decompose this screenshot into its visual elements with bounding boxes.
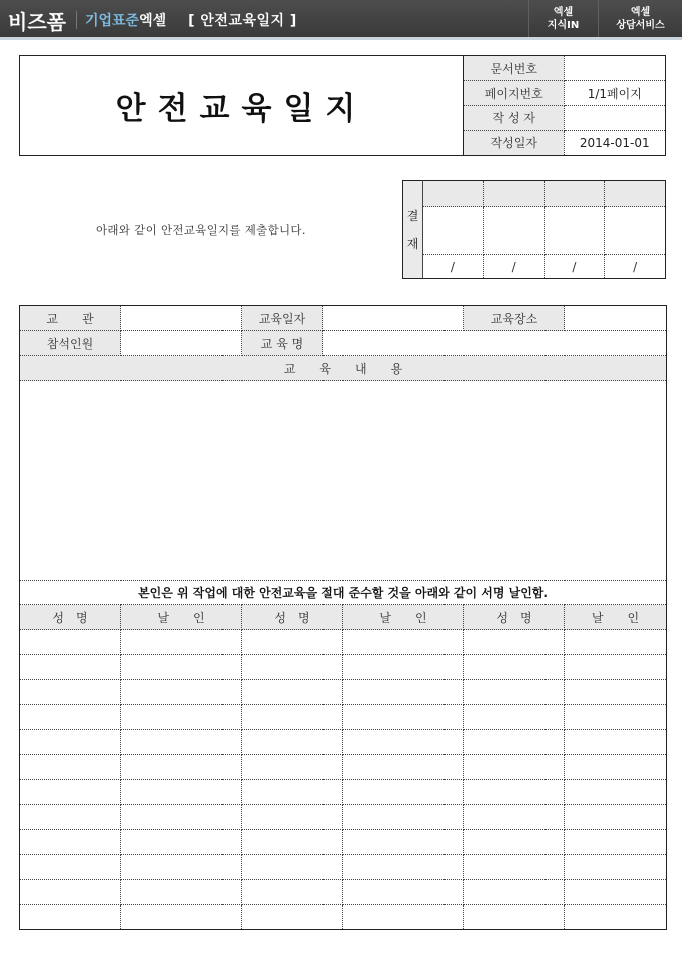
edu-content-heading: 교 육 내 용 <box>20 356 667 381</box>
name-cell[interactable] <box>20 855 121 880</box>
name-cell[interactable] <box>242 630 343 655</box>
seal-cell[interactable] <box>343 655 464 680</box>
education-form <box>19 305 667 930</box>
signature-row <box>20 830 667 855</box>
edu-name-label: 교 육 명 <box>242 331 323 356</box>
header-links <box>528 0 682 37</box>
approval-date-cell[interactable]: / <box>605 255 666 279</box>
form-title: 안전교육일지 <box>20 56 464 155</box>
meta-label: 작성일자 <box>464 130 564 155</box>
seal-cell[interactable] <box>343 880 464 905</box>
seal-cell[interactable] <box>343 730 464 755</box>
seal-cell[interactable] <box>343 705 464 730</box>
seal-cell[interactable] <box>121 905 242 930</box>
attendees-label: 참석인원 <box>20 331 121 356</box>
name-cell[interactable] <box>464 780 565 805</box>
seal-cell[interactable] <box>121 630 242 655</box>
approval-label-bottom: 재 <box>406 236 419 251</box>
seal-cell[interactable] <box>343 805 464 830</box>
seal-header: 날 인 <box>343 605 464 630</box>
signature-row <box>20 730 667 755</box>
seal-cell[interactable] <box>565 905 667 930</box>
signature-row <box>20 705 667 730</box>
seal-cell[interactable] <box>121 705 242 730</box>
name-cell[interactable] <box>242 830 343 855</box>
seal-cell[interactable] <box>121 755 242 780</box>
seal-cell[interactable] <box>343 905 464 930</box>
approver-title-cell[interactable] <box>483 181 544 207</box>
name-cell[interactable] <box>242 780 343 805</box>
author-field[interactable] <box>564 106 665 131</box>
seal-cell[interactable] <box>121 830 242 855</box>
link-line1: 엑셀 <box>630 6 651 18</box>
name-cell[interactable] <box>20 905 121 930</box>
meta-label: 작 성 자 <box>464 106 564 131</box>
approver-title-cell[interactable] <box>544 181 605 207</box>
app-header <box>0 0 682 40</box>
seal-header: 날 인 <box>121 605 242 630</box>
seal-cell[interactable] <box>565 680 667 705</box>
link-line2: 상담서비스 <box>616 19 665 31</box>
approval-date-cell[interactable]: / <box>483 255 544 279</box>
seal-cell[interactable] <box>565 755 667 780</box>
brand-label-a: 기업표준 <box>84 13 140 29</box>
edu-place-field[interactable] <box>565 306 667 331</box>
link-line2: 지식IN <box>547 19 580 31</box>
signature-cell[interactable] <box>544 207 605 255</box>
name-cell[interactable] <box>20 755 121 780</box>
name-cell[interactable] <box>464 680 565 705</box>
name-cell[interactable] <box>20 730 121 755</box>
seal-cell[interactable] <box>565 630 667 655</box>
link-line1: 엑셀 <box>553 6 574 18</box>
seal-cell[interactable] <box>565 730 667 755</box>
signature-row <box>20 855 667 880</box>
seal-cell[interactable] <box>121 655 242 680</box>
signature-rows <box>20 630 667 930</box>
signature-row <box>20 630 667 655</box>
seal-cell[interactable] <box>121 730 242 755</box>
name-cell[interactable] <box>20 680 121 705</box>
seal-cell[interactable] <box>343 630 464 655</box>
name-cell[interactable] <box>242 680 343 705</box>
edu-date-field[interactable] <box>323 306 464 331</box>
approval-date-cell[interactable]: / <box>544 255 605 279</box>
name-cell[interactable] <box>242 880 343 905</box>
title-block <box>19 55 666 156</box>
name-cell[interactable] <box>242 705 343 730</box>
seal-cell[interactable] <box>565 705 667 730</box>
signature-row <box>20 905 667 930</box>
name-cell[interactable] <box>20 830 121 855</box>
seal-cell[interactable] <box>565 805 667 830</box>
name-cell[interactable] <box>242 905 343 930</box>
signature-cell[interactable] <box>483 207 544 255</box>
pledge-statement: 본인은 위 작업에 대한 안전교육을 절대 준수할 것을 아래와 같이 서명 날인함. <box>20 581 667 605</box>
approver-title-cell[interactable] <box>605 181 666 207</box>
name-cell[interactable] <box>464 830 565 855</box>
name-cell[interactable] <box>242 730 343 755</box>
approver-title-cell[interactable] <box>423 181 484 207</box>
name-cell[interactable] <box>20 705 121 730</box>
seal-cell[interactable] <box>343 680 464 705</box>
name-cell[interactable] <box>464 880 565 905</box>
seal-cell[interactable] <box>343 755 464 780</box>
instructor-field[interactable] <box>121 306 242 331</box>
signature-cell[interactable] <box>605 207 666 255</box>
signature-row <box>20 655 667 680</box>
name-cell[interactable] <box>242 805 343 830</box>
seal-cell[interactable] <box>121 855 242 880</box>
approval-box <box>402 180 666 279</box>
logo-divider <box>76 11 77 29</box>
doc-number-field[interactable] <box>564 56 665 81</box>
seal-cell[interactable] <box>343 830 464 855</box>
edu-place-label: 교육장소 <box>464 306 565 331</box>
name-cell[interactable] <box>464 730 565 755</box>
name-cell[interactable] <box>464 805 565 830</box>
seal-cell[interactable] <box>121 805 242 830</box>
instructor-label: 교 관 <box>20 306 121 331</box>
doc-meta-table <box>464 56 665 155</box>
excel-knowledge-link[interactable] <box>528 0 598 37</box>
seal-cell[interactable] <box>565 780 667 805</box>
approval-label <box>403 181 423 279</box>
attendees-field[interactable] <box>121 331 242 356</box>
signature-row <box>20 805 667 830</box>
seal-cell[interactable] <box>121 680 242 705</box>
approval-label-top: 결 <box>406 208 419 223</box>
logo[interactable] <box>8 6 297 34</box>
seal-cell[interactable] <box>343 855 464 880</box>
signature-row <box>20 780 667 805</box>
name-cell[interactable] <box>464 905 565 930</box>
approval-date-cell[interactable]: / <box>423 255 484 279</box>
name-cell[interactable] <box>464 630 565 655</box>
seal-cell[interactable] <box>343 780 464 805</box>
name-cell[interactable] <box>242 755 343 780</box>
edu-content-area[interactable] <box>20 381 667 581</box>
name-cell[interactable] <box>242 655 343 680</box>
submission-notice: 아래와 같이 안전교육일지를 제출합니다. <box>96 223 306 237</box>
seal-cell[interactable] <box>565 830 667 855</box>
signature-cell[interactable] <box>423 207 484 255</box>
edu-date-label: 교육일자 <box>242 306 323 331</box>
name-cell[interactable] <box>464 705 565 730</box>
name-cell[interactable] <box>464 755 565 780</box>
name-cell[interactable] <box>242 855 343 880</box>
seal-cell[interactable] <box>565 855 667 880</box>
seal-cell[interactable] <box>565 655 667 680</box>
meta-label: 페이지번호 <box>464 81 564 106</box>
date-field[interactable]: 2014-01-01 <box>579 135 650 150</box>
name-cell[interactable] <box>464 655 565 680</box>
name-header: 성 명 <box>242 605 343 630</box>
name-cell[interactable] <box>20 805 121 830</box>
name-header: 성 명 <box>464 605 565 630</box>
logo-text: 비즈폼 <box>8 9 66 34</box>
signature-row <box>20 755 667 780</box>
page-number-field[interactable]: 1/1페이지 <box>564 81 665 106</box>
brand-label-b: 엑셀 <box>139 13 167 29</box>
name-header: 성 명 <box>20 605 121 630</box>
excel-consult-link[interactable] <box>598 0 682 37</box>
signature-row <box>20 680 667 705</box>
signature-row <box>20 880 667 905</box>
name-cell[interactable] <box>20 655 121 680</box>
meta-label: 문서번호 <box>464 56 564 81</box>
document-title: [ 안전교육일지 ] <box>188 13 297 29</box>
seal-cell[interactable] <box>565 880 667 905</box>
name-cell[interactable] <box>20 880 121 905</box>
seal-header: 날 인 <box>565 605 667 630</box>
edu-name-field[interactable] <box>323 331 667 356</box>
name-cell[interactable] <box>20 780 121 805</box>
name-cell[interactable] <box>464 855 565 880</box>
name-cell[interactable] <box>20 630 121 655</box>
seal-cell[interactable] <box>121 780 242 805</box>
seal-cell[interactable] <box>121 880 242 905</box>
